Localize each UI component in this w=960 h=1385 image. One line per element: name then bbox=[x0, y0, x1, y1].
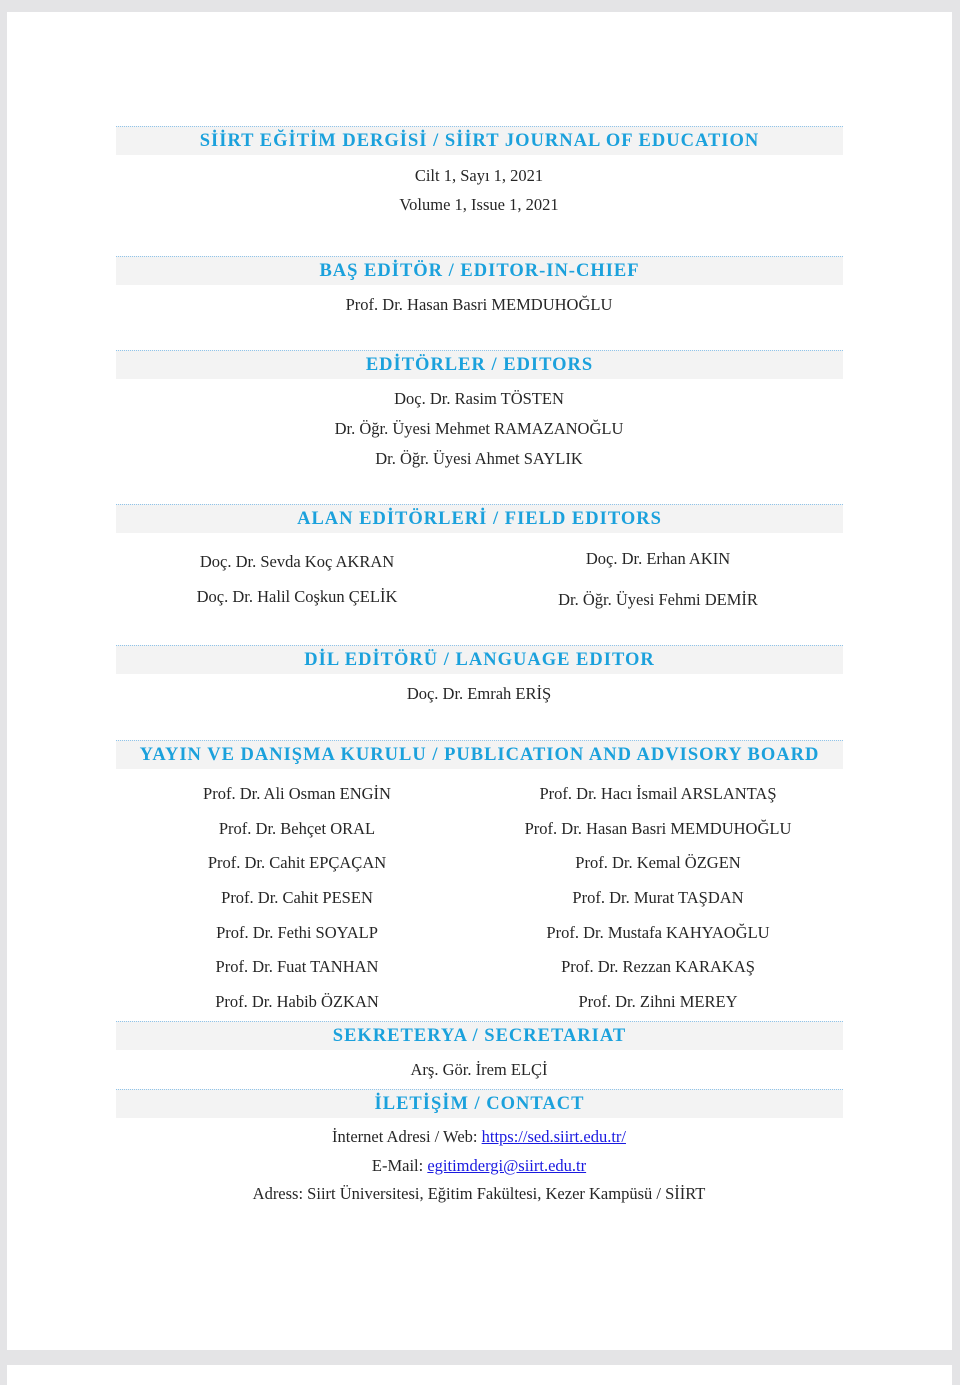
email-link[interactable]: egitimdergi@siirt.edu.tr bbox=[427, 1156, 587, 1175]
web-link[interactable]: https://sed.siirt.edu.tr/ bbox=[481, 1127, 626, 1146]
journal-title: SİİRT EĞİTİM DERGİSİ / SİİRT JOURNAL OF EDUCATION bbox=[116, 126, 843, 155]
contact-address: Adress: Siirt Üniversitesi, Eğitim Fakültesi, Kezer Kampüsü / SİİRT bbox=[252, 1184, 706, 1203]
editor-name: Doç. Dr. Rasim TÖSTEN bbox=[394, 389, 564, 408]
field-editor-name: Dr. Öğr. Üyesi Fehmi DEMİR bbox=[558, 590, 758, 609]
board-member-name: Prof. Dr. Cahit EPÇAÇAN bbox=[207, 853, 387, 872]
board-member-name: Prof. Dr. Fethi SOYALP bbox=[216, 923, 378, 942]
board-member-name: Prof. Dr. Ali Osman ENGİN bbox=[203, 784, 391, 803]
next-page-edge bbox=[7, 1365, 952, 1385]
board-member-name: Prof. Dr. Cahit PESEN bbox=[221, 888, 373, 907]
board-member-name: Prof. Dr. Habib ÖZKAN bbox=[215, 992, 379, 1011]
board-member-name: Prof. Dr. Zihni MEREY bbox=[578, 992, 738, 1011]
secretariat-name: Arş. Gör. İrem ELÇİ bbox=[410, 1060, 548, 1079]
field-editor-name: Doç. Dr. Sevda Koç AKRAN bbox=[199, 552, 395, 571]
issue-tr: Cilt 1, Sayı 1, 2021 bbox=[414, 166, 544, 185]
section-heading-editor-in-chief: BAŞ EDİTÖR / EDITOR-IN-CHIEF bbox=[116, 256, 843, 285]
section-heading-secretariat: SEKRETERYA / SECRETARIAT bbox=[116, 1021, 843, 1050]
section-heading-language-editor: DİL EDİTÖRÜ / LANGUAGE EDITOR bbox=[116, 645, 843, 674]
issue-en: Volume 1, Issue 1, 2021 bbox=[399, 195, 559, 214]
board-member-name: Prof. Dr. Behçet ORAL bbox=[218, 819, 376, 838]
board-member-name: Prof. Dr. Mustafa KAHYAOĞLU bbox=[546, 923, 770, 942]
board-member-name: Prof. Dr. Fuat TANHAN bbox=[215, 957, 379, 976]
web-label: İnternet Adresi / Web: bbox=[332, 1127, 482, 1146]
section-heading-contact: İLETİŞİM / CONTACT bbox=[116, 1089, 843, 1118]
section-heading-editors: EDİTÖRLER / EDITORS bbox=[116, 350, 843, 379]
editor-in-chief-name: Prof. Dr. Hasan Basri MEMDUHOĞLU bbox=[345, 295, 613, 314]
contact-email-line bbox=[372, 1156, 586, 1176]
section-heading-advisory-board: YAYIN VE DANIŞMA KURULU / PUBLICATION AND ADVISORY BOARD bbox=[116, 740, 843, 769]
board-member-name: Prof. Dr. Hacı İsmail ARSLANTAŞ bbox=[539, 784, 777, 803]
field-editor-name: Doç. Dr. Erhan AKIN bbox=[585, 549, 731, 568]
document-page bbox=[7, 12, 952, 1350]
field-editor-name: Doç. Dr. Halil Coşkun ÇELİK bbox=[196, 587, 398, 606]
section-heading-field-editors: ALAN EDİTÖRLERİ / FIELD EDITORS bbox=[116, 504, 843, 533]
contact-web-line bbox=[332, 1127, 626, 1147]
board-member-name: Prof. Dr. Murat TAŞDAN bbox=[572, 888, 744, 907]
editor-name: Dr. Öğr. Üyesi Mehmet RAMAZANOĞLU bbox=[334, 419, 624, 438]
masthead-content bbox=[7, 12, 952, 1350]
board-member-name: Prof. Dr. Kemal ÖZGEN bbox=[575, 853, 741, 872]
editor-name: Dr. Öğr. Üyesi Ahmet SAYLIK bbox=[375, 449, 583, 468]
language-editor-name: Doç. Dr. Emrah ERİŞ bbox=[406, 684, 552, 703]
email-label: E-Mail: bbox=[371, 1156, 428, 1175]
board-member-name: Prof. Dr. Rezzan KARAKAŞ bbox=[561, 957, 755, 976]
board-member-name: Prof. Dr. Hasan Basri MEMDUHOĞLU bbox=[524, 819, 792, 838]
